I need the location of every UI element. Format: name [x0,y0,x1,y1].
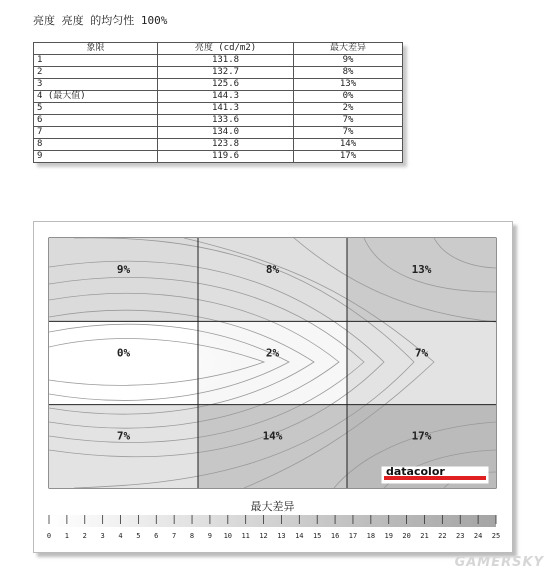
quadrant-label: 2% [265,346,280,360]
table-row [34,67,403,79]
cell-luminance: 125.6 [158,79,294,91]
cell-luminance: 123.8 [158,139,294,151]
heatmap-cell [49,405,198,488]
header-luminance: 亮度 (cd/m2) [158,43,294,55]
table-row [34,127,403,139]
quadrant-label: 0% [116,346,131,360]
scale-tick-label: 6 [154,532,159,540]
cell-max-diff: 8% [294,67,403,79]
cell-luminance: 119.6 [158,151,294,163]
scale-tick-label: 4 [118,532,123,540]
heatmap-cell [198,238,347,321]
header-max-diff: 最大差异 [294,43,403,55]
scale-tick-label: 18 [366,532,376,540]
header-quadrant: 象限 [34,43,158,55]
cell-max-diff: 7% [294,115,403,127]
legend-title: 最大差异 [250,500,295,513]
heatmap-cell [347,238,496,321]
cell-quadrant: 8 [34,139,158,151]
table-header-row [34,43,403,55]
scale-tick-label: 11 [241,532,250,540]
table-row [34,91,403,103]
scale-tick-label: 8 [189,532,195,540]
table-row [34,139,403,151]
scale-tick-label: 20 [402,532,411,540]
scale-tick-label: 25 [491,532,501,540]
quadrant-label: 8% [265,263,280,276]
cell-max-diff: 0% [294,91,403,103]
scale-tick-label: 14 [295,532,304,540]
scale-tick-label: 15 [312,532,322,540]
cell-quadrant: 6 [34,115,158,127]
quadrant-label: 9% [116,263,131,276]
scale-tick-label: 24 [473,532,483,540]
scale-tick-label: 1 [64,532,69,540]
cell-quadrant: 1 [34,55,158,67]
uniformity-table [33,42,403,163]
scale-tick-label: 23 [456,532,465,540]
cell-max-diff: 17% [294,151,403,163]
scale-tick-label: 22 [438,532,447,540]
scale-tick-label: 5 [136,532,141,540]
cell-quadrant: 3 [34,79,158,91]
table-row [34,79,403,91]
table-row [34,103,403,115]
cell-max-diff: 14% [294,139,403,151]
cell-quadrant: 5 [34,103,158,115]
cell-luminance: 144.3 [158,91,294,103]
uniformity-heatmap [34,222,512,552]
scale-tick-label: 2 [82,532,87,540]
cell-max-diff: 2% [294,103,403,115]
cell-luminance: 133.6 [158,115,294,127]
quadrant-label: 13% [411,263,432,276]
scale-tick-label: 12 [259,532,268,540]
scale-tick-label: 3 [100,532,105,540]
quadrant-label: 17% [411,429,432,443]
cell-max-diff: 9% [294,55,403,67]
cell-luminance: 134.0 [158,127,294,139]
page-title: 亮度 亮度 的均匀性 100% [33,14,168,27]
scale-tick-label: 7 [172,532,177,540]
scale-gradient-bar [49,515,496,527]
cell-quadrant: 4 (最大值) [34,91,158,103]
scale-tick-label: 0 [46,532,52,540]
cell-quadrant: 7 [34,127,158,139]
watermark: GAMERSKY [454,555,544,570]
scale-tick-label: 10 [223,532,233,540]
heatmap-card [33,221,513,553]
quadrant-label: 14% [262,429,283,443]
scale-tick-label: 19 [384,532,393,540]
uniformity-table-card [33,42,403,163]
cell-luminance: 132.7 [158,67,294,79]
quadrant-label: 7% [116,429,131,443]
cell-quadrant: 9 [34,151,158,163]
cell-luminance: 131.8 [158,55,294,67]
scale-tick-label: 16 [330,532,340,540]
scale-tick-label: 21 [420,532,429,540]
scale-tick-label: 9 [207,532,213,540]
cell-max-diff: 7% [294,127,403,139]
cell-luminance: 141.3 [158,103,294,115]
cell-max-diff: 13% [294,79,403,91]
cell-quadrant: 2 [34,67,158,79]
brand-text: datacolor [386,465,445,478]
table-row [34,55,403,67]
datacolor-logo [382,465,488,483]
quadrant-label: 7% [414,346,429,360]
table-row [34,115,403,127]
table-row [34,151,403,163]
heatmap-cell [347,321,496,404]
scale-tick-label: 17 [348,532,358,540]
scale-tick-label: 13 [277,532,286,540]
